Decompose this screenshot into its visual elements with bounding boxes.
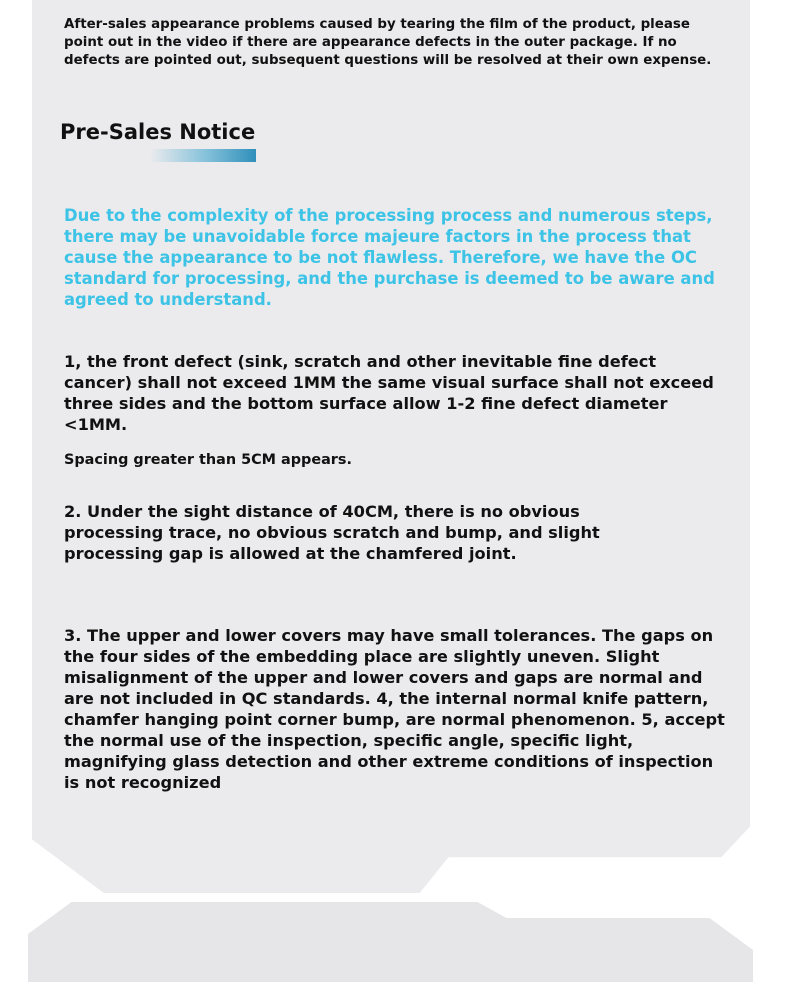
qc-item-2: 2. Under the sight distance of 40CM, there is no obvious processing trace, no obvious scratch and bump, and slight processing gap is allowed at the chamfered joint. bbox=[64, 502, 600, 563]
section-title: Pre-Sales Notice bbox=[60, 120, 256, 144]
qc-item-1: 1, the front defect (sink, scratch and other inevitable fine defect cancer) shall not exceed 1MM the same visual surface shall not exceed three sides and the bottom surface allow 1-2 fine defect diameter <1MM. bbox=[64, 352, 714, 434]
after-sales-note: After-sales appearance problems caused by tearing the film of the product, please point out in the video if there are appearance defects in the outer package. If no defects are pointed out, subsequent questions will be resolved at their own expense. bbox=[64, 17, 712, 68]
highlight-paragraph: Due to the complexity of the processing process and numerous steps, there may be unavoidable force majeure factors in the process that cause the appearance to be not flawless. Therefore, we have the OC standard for processing, and the purchase is deemed to be aware and agreed to understand. bbox=[64, 206, 715, 309]
spacing-note: Spacing greater than 5CM appears. bbox=[64, 452, 352, 468]
title-accent-bar bbox=[150, 149, 256, 162]
qc-item-3: 3. The upper and lower covers may have small tolerances. The gaps on the four sides of the embedding place are slightly uneven. Slight misalignment of the upper and lower covers and gaps are normal and are not included in QC standards. 4, the internal normal knife pattern, chamfer hanging point corner bump, are normal phenomenon. 5, accept the normal use of the inspection, specific angle, specific light, magnifying glass detection and other extreme conditions of inspection is not recognized bbox=[64, 626, 725, 792]
